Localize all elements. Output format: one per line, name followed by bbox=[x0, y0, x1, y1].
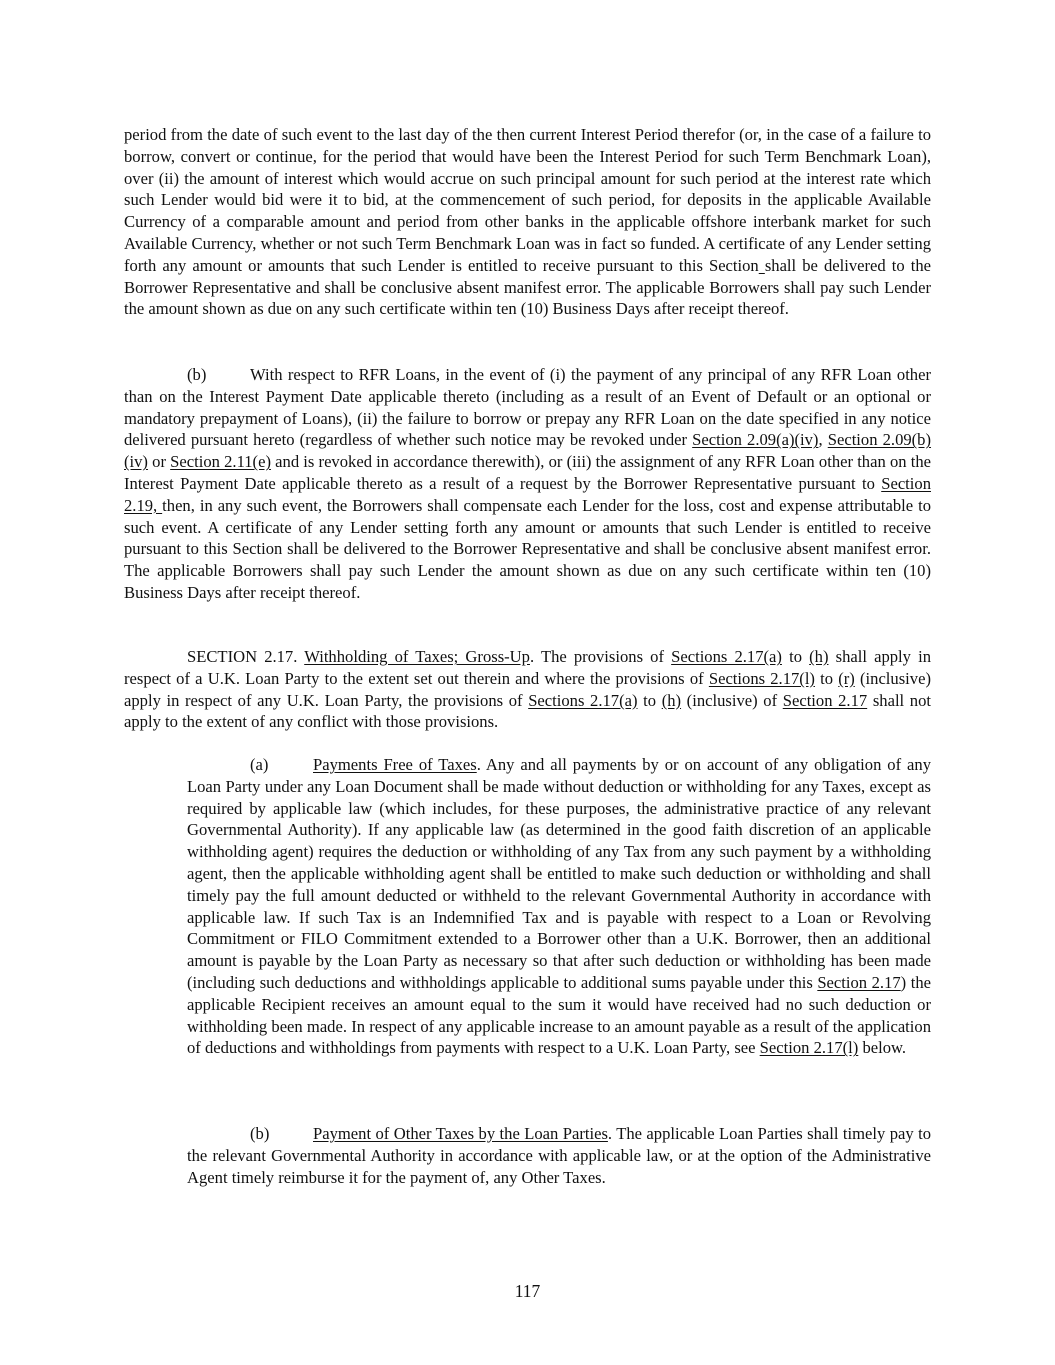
section-ref: Section 2.11(e) bbox=[170, 452, 271, 472]
section-ref: Section 2.09(b)(iv) bbox=[124, 430, 932, 472]
section-ref: Sections 2.17(a) bbox=[671, 647, 782, 666]
section-ref: Sections 2.17(l) bbox=[708, 668, 815, 688]
clause-label: (a) bbox=[250, 755, 269, 774]
section-title: Withholding of Taxes; Gross-Up bbox=[304, 647, 530, 666]
section-ref: (h) bbox=[809, 647, 829, 666]
section-ref: (r) bbox=[838, 668, 855, 688]
clause-label: (b) bbox=[250, 1124, 270, 1143]
subsection-title: Payments Free of Taxes bbox=[313, 755, 477, 774]
section-ref: Section 2.19, bbox=[124, 473, 931, 515]
section-ref: (h) bbox=[661, 690, 682, 710]
section-2-17-heading-paragraph: SECTION 2.17. Withholding of Taxes; Gross-Up. The provisions of Sections 2.17(a) to (h) shall apply in respect of a U.K. Loan Party to the extent set out therein and where the provisions of Sections 2.17(l) to (r) (inclusive) apply in respect of any U.K. Loan Party, the provisions of Sections 2.17(a) to (h) (inclusive) of Section 2.17 shall not apply to the extent of any conflict with those provisions. bbox=[124, 647, 931, 732]
section-ref: Section 2.17(l) bbox=[759, 1038, 859, 1058]
section-ref: Section 2.09(a)(iv) bbox=[692, 430, 819, 450]
subsection-title: Payment of Other Taxes by the Loan Parties bbox=[313, 1124, 608, 1143]
paragraph-b-rfr-loans: (b) With respect to RFR Loans, in the event of (i) the payment of any principal of any RFR Loan other than on the Interest Payment Date applicable thereto (including as a result of an Event of Default or an optional or mandatory prepayment of Loans), (ii) the failure to borrow or prepay any RFR Loan on the date specified in any notice delivered pursuant hereto (regardless of whether such notice may be revoked under Section 2.09(a)(iv), Section 2.09(b)(iv) or Section 2.11(e) and is revoked in accordance therewith), or (iii) the assignment of any RFR Loan other than on the Interest Payment Date applicable thereto as a result of a request by the Borrower Representative pursuant to Section 2.19, then, in any such event, the Borrowers shall compensate each Lender for the loss, cost and expense attributable to such event. A certificate of any Lender setting forth any amount or amounts that such Lender is entitled to receive pursuant to this Section shall be delivered to the Borrower Representative and shall be conclusive absent manifest error. The applicable Borrowers shall pay such Lender the amount shown as due on any such certificate within ten (10) Business Days after receipt thereof. bbox=[124, 365, 932, 602]
subsection-a-payments-free-of-taxes: (a) Payments Free of Taxes. Any and all payments by or on account of any obligation of any Loan Party under any Loan Document shall be made without deduction or withholding for any Taxes, except as required by applicable law (which includes, for these purposes, the administrative practice of any relevant Governmental Authority). If any applicable law (as determined in the good faith discretion of an applicable withholding agent) requires the deduction or withholding of any Tax from any such payment by a withholding agent, then the applicable withholding agent shall be entitled to make such deduction or withholding and shall timely pay the full amount deducted or withheld to the relevant Governmental Authority in accordance with applicable law. If such Tax is an Indemnified Tax and is payable with respect to a Loan or Revolving Commitment or FILO Commitment extended to a Borrower other than a U.K. Borrower, then an additional amount is payable by the Loan Party as necessary so that after such deduction or withholding has been made (including such deductions and withholdings applicable to additional sums payable under this Section 2.17) the applicable Recipient receives an amount equal to the sum it would have received had no such deduction or withholding been made. In respect of any applicable increase to an amount payable as a result of the application of deductions and withholdings from payments with respect to a U.K. Loan Party, see Section 2.17(l) below. bbox=[187, 755, 931, 1058]
section-ref: Section 2.17 bbox=[817, 972, 901, 992]
clause-label: (b) bbox=[187, 365, 207, 384]
section-ref: Section 2.17 bbox=[782, 690, 868, 710]
page-number: 117 bbox=[514, 1281, 541, 1301]
subsection-b-payment-of-other-taxes: (b) Payment of Other Taxes by the Loan Parties. The applicable Loan Parties shall timely pay to the relevant Governmental Authority in accordance with applicable law, or at the option of the Administrative Agent timely reimburse it for the payment of, any Other Taxes. bbox=[187, 1124, 931, 1187]
paragraph-continuation: period from the date of such event to the last day of the then current Interest Period therefor (or, in the case of a failure to borrow, convert or continue, for the period that would have been the Interest Period for such Term Benchmark Loan), over (ii) the amount of interest which would accrue on such principal amount for such period at the interest rate which such Lender would bid were it to bid, at the commencement of such period, for deposits in the applicable Available Currency of a comparable amount and period from other banks in the applicable offshore interbank market for such Available Currency, whether or not such Term Benchmark Loan was in fact so funded. A certificate of any Lender setting forth any amount or amounts that such Lender is entitled to receive pursuant to this Section shall be delivered to the Borrower Representative and shall be conclusive absent manifest error. The applicable Borrowers shall pay such Lender the amount shown as due on any such certificate within ten (10) Business Days after receipt thereof. bbox=[124, 125, 931, 319]
section-ref: Sections 2.17(a) bbox=[528, 690, 638, 710]
